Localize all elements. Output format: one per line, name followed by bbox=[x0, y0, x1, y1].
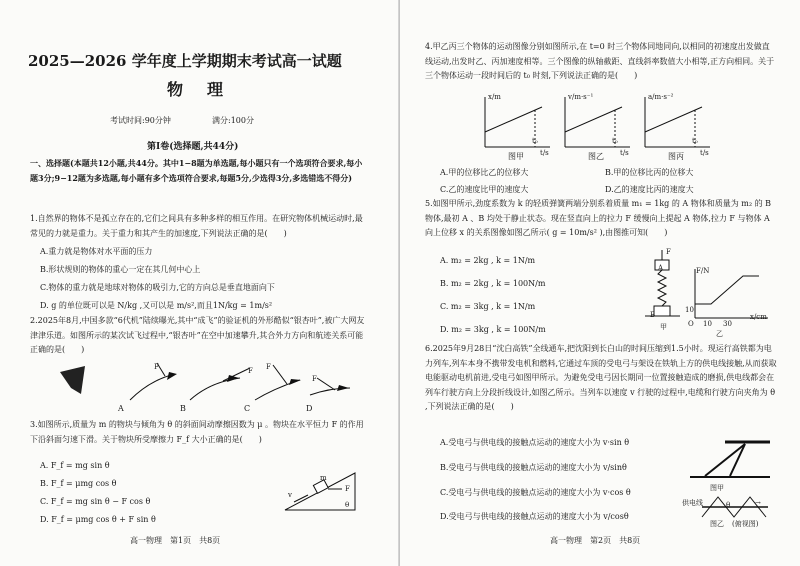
q2-label-a: A bbox=[118, 404, 124, 413]
graph-bing-t0: t₀ bbox=[692, 137, 698, 145]
exam-title: 2025—2026 学年度上学期期末考试高一试题 bbox=[28, 52, 342, 70]
q6-fig-wire: 供电线 bbox=[682, 499, 703, 507]
q3-fig-v: v bbox=[288, 491, 292, 499]
q3-fig-f: F bbox=[345, 485, 350, 493]
q5-chart-x30: 30 bbox=[723, 320, 732, 328]
section-title: 第Ⅰ卷(选择题,共44分) bbox=[147, 142, 239, 152]
q4-option-c: C.乙的速度比甲的速度大 bbox=[440, 185, 529, 194]
q2-c-plane bbox=[289, 379, 301, 385]
q2-d-force bbox=[317, 378, 335, 390]
q2-a-plane bbox=[167, 372, 177, 380]
q5-chart-ylabel: F/N bbox=[696, 267, 710, 275]
q2-c-force bbox=[273, 365, 287, 384]
q3-option-b: B. F_f = μmg cos θ bbox=[40, 479, 117, 488]
footer-left: 高一物理 第1页 共8页 bbox=[130, 536, 221, 545]
q5-fig-b: B bbox=[650, 311, 656, 319]
q6-option-d: D.受电弓与供电线的接触点运动的速度大小为 v/cosθ bbox=[440, 512, 629, 521]
q6-option-a: A.受电弓与供电线的接触点运动的速度大小为 v·sin θ bbox=[440, 438, 630, 447]
q5-chart-y10: 10 bbox=[685, 306, 694, 314]
q2-stem: 2.2025年8月,中国多款“6代机”陆续曝光,其中“成飞”的验证机的外形酷似“银杏叶”,被广大网友津津乐道。如图所示的某次试飞过程中,“银杏叶”在空中加速攀升,其合外力方向和航迹关系可能正确的是( ) bbox=[30, 316, 365, 354]
q4-option-d: D.乙的速度比丙的速度大 bbox=[605, 185, 694, 194]
q6-fig-theta: θ bbox=[726, 501, 731, 509]
q6-fig-yi-note: (俯视图) bbox=[732, 520, 759, 528]
q5-option-c: C. m₂ = 3kg , k = 1N/m bbox=[440, 302, 536, 311]
graph-bing-caption: 图丙 bbox=[668, 152, 684, 161]
q6-fig-arrow: → bbox=[755, 499, 761, 507]
spring bbox=[658, 270, 666, 306]
q2-force-c: F bbox=[266, 363, 271, 371]
exam-time: 考试时间:90分钟 bbox=[110, 116, 171, 125]
graph-jia-caption: 图甲 bbox=[508, 152, 524, 161]
graph-yi-t0: t₀ bbox=[612, 137, 618, 145]
full-score: 满分:100分 bbox=[212, 116, 254, 125]
q2-label-c: C bbox=[244, 404, 251, 413]
q5-option-b: B. m₂ = 2kg , k = 100N/m bbox=[440, 279, 546, 288]
q2-aircraft-figure bbox=[55, 360, 355, 410]
aircraft-photo bbox=[60, 366, 85, 394]
graph-yi-ylabel: v/m·s⁻¹ bbox=[568, 93, 594, 101]
q1-option-b: B.形状规则的物体的重心一定在其几何中心上 bbox=[40, 265, 201, 274]
graph-jia-t0: t₀ bbox=[532, 137, 538, 145]
graph-bing-xlabel: t/s bbox=[700, 149, 709, 157]
q3-option-c: C. F_f = mg sin θ − F cos θ bbox=[40, 497, 151, 506]
graph-jia-ylabel: x/m bbox=[488, 93, 501, 101]
graph-bing bbox=[645, 97, 710, 147]
q2-b-path bbox=[190, 378, 240, 400]
q6-stem: 6.2025年9月28日“沈白高铁”全线通车,把沈阳到长白山的时间压缩到1.5小时。现运行高铁都为电力列车,列车本身不携带发电机和燃料,它通过车顶的受电弓与架设在铁轨上方的供电线接触,从而获取电能驱动电机前进,受电弓如图甲所示。为避免受电弓因长期同一位置接触造成的磨损,供电线都会在列车行驶方向上分段折线设计,如图乙所示。当列车以速度 v 行驶的过程中,电缆和行驶方向夹角为 θ ,下列说法正确的是( ) bbox=[425, 344, 777, 411]
q5-stem: 5.如图甲所示,劲度系数为 k 的轻质弹簧两端分别系着质量 m₁ = 1kg 的 A 物体和质量为 m₂ 的 B 物体,最初 A 、B 均处于静止状态。现在竖直向上的拉力 F 缓慢向上提起 A 物体,拉力 F 与物体 A 向上位移 x 的关系图像如图乙所示( g = 10m/s² ),由图推可知( ) bbox=[425, 199, 771, 237]
q4-stem: 4.甲乙丙三个物体的运动图像分别如图所示,在 t=0 时三个物体同地同向,以相同的初速度出发做直线运动,出发时乙、丙加速度相等。三个图像的纵轴截距、直线斜率数值大小相等,正方向相同。关于三个物体运动一段时间后的 t₀ 时刻,下列说法正确的是( ) bbox=[425, 42, 775, 80]
graph-jia-line bbox=[485, 107, 542, 132]
q5-option-d: D. m₂ = 3kg , k = 100N/m bbox=[440, 325, 546, 334]
q2-b-force bbox=[223, 368, 250, 381]
page-2 bbox=[400, 0, 800, 566]
q2-label-b: B bbox=[180, 404, 186, 413]
graph-yi bbox=[565, 97, 630, 147]
graph-jia-xlabel: t/s bbox=[540, 149, 549, 157]
q6-pantograph-figure bbox=[685, 432, 775, 482]
graph-bing-ylabel: a/m·s⁻² bbox=[648, 93, 674, 101]
q1-option-d: D. g 的单位既可以是 N/kg ,又可以是 m/s²,而且1N/kg = 1m/s² bbox=[40, 301, 273, 310]
graph-bing-line bbox=[645, 107, 702, 132]
q5-fig-a: A bbox=[658, 264, 664, 272]
q6-fig-jia: 图甲 bbox=[710, 484, 724, 492]
q6-option-b: B.受电弓与供电线的接触点运动的速度大小为 v/sinθ bbox=[440, 463, 627, 472]
instructions: 一、选择题(本题共12小题,共44分。其中1−8题为单选题,每小题只有一个选项符合要求,每小题3分;9−12题为多选题,每小题有多个选项符合要求,每题5分,少选得3分,多选错选不得分) bbox=[30, 158, 363, 183]
q3-fig-theta: θ bbox=[345, 501, 350, 509]
q5-option-a: A. m₂ = 2kg , k = 1N/m bbox=[440, 256, 536, 265]
q1-option-a: A.重力就是物体对水平面的压力 bbox=[40, 247, 153, 256]
footer-right: 高一物理 第2页 共8页 bbox=[550, 536, 641, 545]
q2-label-d: D bbox=[306, 404, 313, 413]
q1-stem: 1.自然界的物体不是孤立存在的,它们之间具有多种多样的相互作用。在研究物体机械运动时,最常见的力就是重力。关于重力和其产生的加速度,下列说法正确的是( ) bbox=[30, 214, 363, 238]
q5-fig-yi: 乙 bbox=[716, 330, 723, 338]
fx-series-line bbox=[695, 276, 759, 304]
q2-force-a: F bbox=[154, 363, 159, 371]
graph-jia bbox=[485, 97, 550, 147]
q5-chart-origin: O bbox=[688, 320, 694, 328]
block-b bbox=[654, 306, 670, 316]
graph-yi-xlabel: t/s bbox=[620, 149, 629, 157]
q5-fig-jia: 甲 bbox=[660, 323, 667, 331]
q4-graphs bbox=[480, 92, 710, 152]
q5-chart-x10: 10 bbox=[703, 320, 712, 328]
q3-stem: 3.如图所示,质量为 m 的物块与倾角为 θ 的斜面间动摩擦因数为 μ 。物块在水平恒力 F 的作用下沿斜面匀速下滑。关于物块所受摩擦力 F_f 大小正确的是( ) bbox=[30, 420, 364, 444]
q3-option-a: A. F_f = mg sin θ bbox=[40, 461, 110, 470]
q2-force-b: F bbox=[248, 367, 253, 375]
q2-d-plane bbox=[337, 385, 349, 391]
q2-force-d: F bbox=[312, 375, 317, 383]
graph-yi-line bbox=[565, 107, 622, 132]
q6-option-c: C.受电弓与供电线的接触点运动的速度大小为 v·cos θ bbox=[440, 488, 631, 497]
q3-fig-m: m bbox=[320, 474, 327, 482]
q3-option-d: D. F_f = μmg cos θ + F sin θ bbox=[40, 515, 156, 524]
q4-option-a: A.甲的位移比乙的位移大 bbox=[440, 168, 529, 177]
q6-fig-yi: 图乙 bbox=[710, 520, 724, 528]
q5-chart-xlabel: x/cm bbox=[750, 313, 767, 321]
subject-title: 物 理 bbox=[167, 80, 228, 99]
q1-option-c: C.物体的重力就是地球对物体的吸引力,它的方向总是垂直地面向下 bbox=[40, 283, 275, 292]
q5-fig-f: F bbox=[666, 248, 671, 256]
q4-option-b: B.甲的位移比丙的位移大 bbox=[605, 168, 694, 177]
graph-yi-caption: 图乙 bbox=[588, 152, 604, 161]
